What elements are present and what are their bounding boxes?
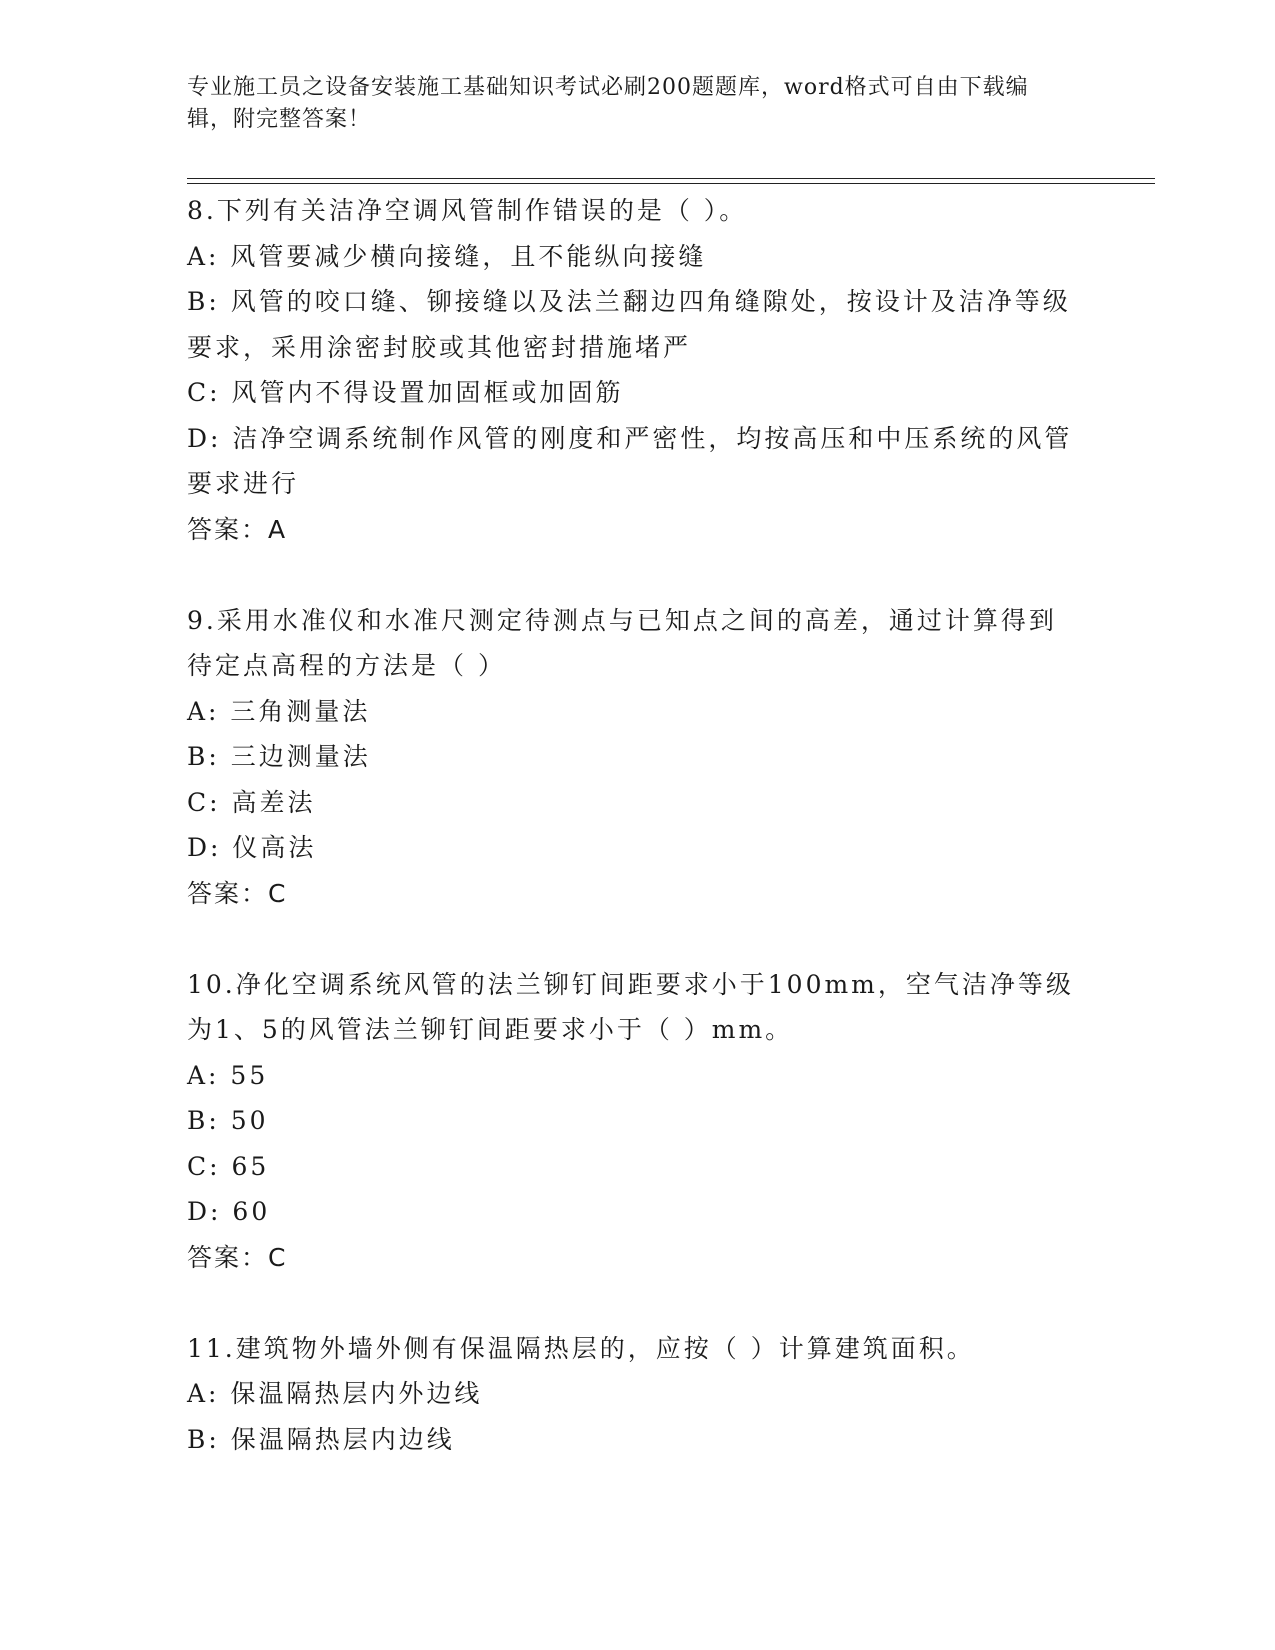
question-stem: 10.净化空调系统风管的法兰铆钉间距要求小于100mm，空气洁净等级为1、5的风管法兰铆钉间距要求小于（ ）mm。 — [187, 969, 1074, 1044]
option-a: A: 风管要减少横向接缝，且不能纵向接缝 — [187, 241, 707, 271]
option-a: A: 保温隔热层内外边线 — [187, 1379, 483, 1408]
question-list — [187, 188, 1077, 1462]
option-b: B: 保温隔热层内边线 — [187, 1424, 455, 1454]
option-c: C: 高差法 — [187, 787, 316, 817]
option-d: D: 仪高法 — [187, 833, 317, 862]
question-11 — [187, 1326, 1077, 1463]
answer: 答案：C — [187, 878, 288, 908]
question-8 — [187, 188, 1077, 552]
option-c: C: 风管内不得设置加固框或加固筋 — [187, 378, 624, 407]
option-a: A: 55 — [187, 1060, 269, 1090]
answer: 答案：A — [187, 514, 288, 544]
question-stem: 9.采用水准仪和水准尺测定待测点与已知点之间的高差，通过计算得到待定点高程的方法是（ ） — [187, 605, 1057, 680]
document-header: 专业施工员之设备安装施工基础知识考试必刷200题题库，word格式可自由下载编辑，附完整答案！ — [187, 75, 1029, 132]
option-b: B: 三边测量法 — [187, 742, 371, 771]
option-b: B: 50 — [187, 1106, 269, 1135]
question-spacer — [187, 552, 1077, 598]
question-9 — [187, 598, 1077, 917]
question-stem: 8.下列有关洁净空调风管制作错误的是（ ）。 — [187, 196, 748, 225]
option-d: D: 洁净空调系统制作风管的刚度和严密性，均按高压和中压系统的风管要求进行 — [187, 423, 1073, 498]
question-spacer — [187, 916, 1077, 962]
option-a: A: 三角测量法 — [187, 696, 371, 726]
option-b: B: 风管的咬口缝、铆接缝以及法兰翻边四角缝隙处，按设计及洁净等级要求，采用涂密封胶或其他密封措施堵严 — [187, 287, 1071, 362]
question-10 — [187, 962, 1077, 1281]
option-c: C: 65 — [187, 1151, 270, 1181]
header-divider-bottom — [187, 183, 1155, 184]
header-divider-top — [187, 178, 1155, 179]
option-d: D: 60 — [187, 1197, 271, 1226]
question-stem: 11.建筑物外墙外侧有保温隔热层的，应按（ ）计算建筑面积。 — [187, 1333, 975, 1363]
question-spacer — [187, 1280, 1077, 1326]
answer: 答案：C — [187, 1242, 288, 1272]
